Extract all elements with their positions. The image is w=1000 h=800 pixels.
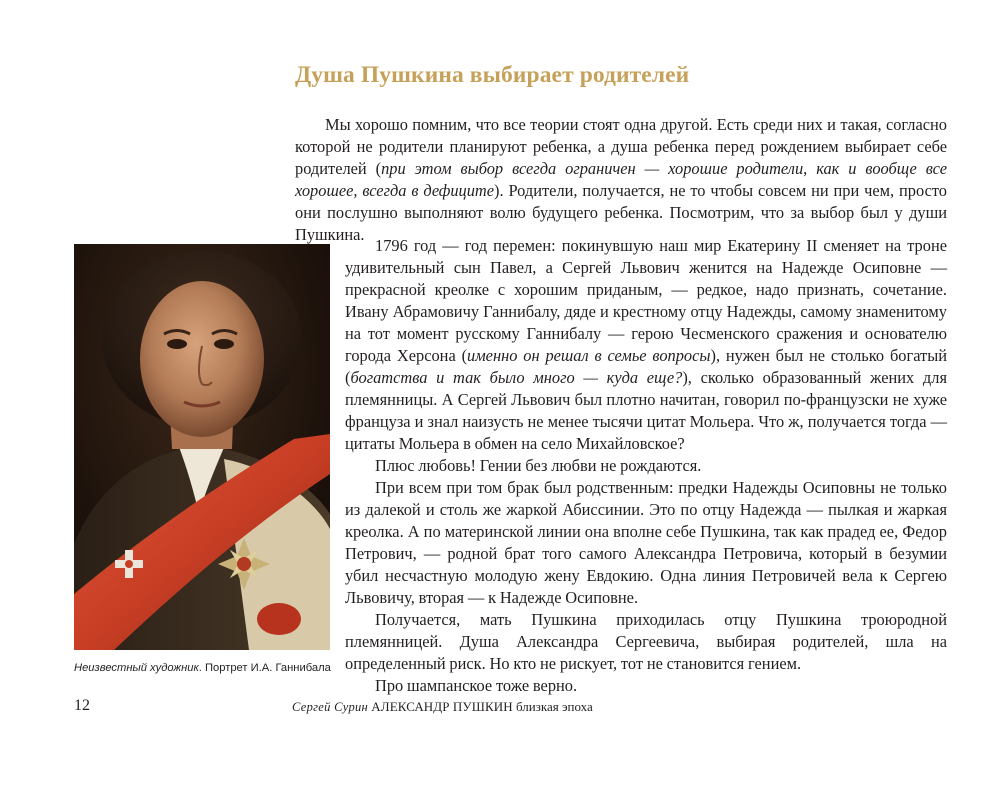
text-run: Получается, мать Пушкина приходилась отцу Пушкина троюродной племянницей. Душа Александра Сергеевича, выбирая родителей, шла на определенный риск. Но кто не рискует, тот не становится гением. [345, 610, 947, 673]
book-title: АЛЕКСАНДР ПУШКИН [371, 699, 513, 714]
italic-text-run: при этом выбор всегда ограничен — хорошие родители, как и вообще все хорошее, всегда в дефиците [295, 159, 947, 200]
paragraph-champagne [345, 675, 947, 697]
book-subtitle: близкая эпоха [515, 699, 593, 714]
text-run: ). Родители, получается, не то чтобы совсем ни при чем, просто они послушно выполняют волю будущего ребенка. Посмотрим, что за выбор был у души Пушкина. [295, 181, 947, 244]
text-run: Мы хорошо помним, что все теории стоят одна другой. Есть среди них и такая, согласно которой не родители планируют ребенка, а душа ребенка перед рождением выбирает себе родителей ( [295, 115, 947, 178]
page-title: Душа Пушкина выбирает родителей [295, 62, 690, 88]
caption-text: . Портрет И.А. Ганнибала [198, 662, 331, 674]
text-run: Про шампанское тоже верно. [375, 676, 578, 695]
portrait-painting [74, 244, 330, 650]
italic-text-run: именно он решал в семье вопросы [467, 346, 711, 365]
page-number: 12 [74, 697, 90, 714]
paragraph-love [345, 455, 947, 477]
text-run: ), сколько образованный жених для племянницы. А Сергей Львович был плотно начитан, говорил по-французски не хуже француза и знал наизусть не менее тысячи цитат Мольера. Что ж, получается тогда — цитаты Мольера в обмен на село Михайловское? [345, 368, 947, 453]
portrait-caption [74, 662, 354, 674]
running-footer [292, 699, 593, 715]
text-run: 1796 год — год перемен: покинувшую наш мир Екатерину II сменяет на троне удивительный сын Павел, а Сергей Львович женится на Надежде Осиповне — прекрасной креолке с хорошим приданым, — редкое, надо признать, сочетание. Ивану Абрамовичу Ганнибалу, дяде и крестному отцу Надежды, самому знаменитому на тот момент русскому Ганнибалу — герою Чесменского сражения и основателю города Херсона ( [345, 236, 947, 365]
paragraph-intro [295, 114, 947, 246]
text-run: При всем при том брак был родственным: предки Надежды Осиповны не только из далекой и столь же жаркой Абиссинии. Это по отцу Надежда — пылкая и жаркая креолка. А по материнской линии она вполне себе Пушкина, так как прадед ее, Федор Петрович, — родной брат того самого Александра Петровича, который в безумии убил несчастную молодую жену Евдокию. Одна линия Петровичей вела к Сергею Львовичу, вторая — к Надежде Осиповне. [345, 478, 947, 607]
paragraph-1796 [345, 235, 947, 455]
paragraph-marriage [345, 477, 947, 609]
caption-artist: Неизвестный художник [74, 662, 199, 674]
text-column [345, 235, 947, 697]
italic-text-run: богатства и так было много — куда еще? [350, 368, 683, 387]
paragraph-result [345, 609, 947, 675]
text-run: Плюс любовь! Гении без любви не рождаются. [375, 456, 702, 475]
author-signature: Сергей Сурин [292, 700, 369, 714]
text-run: ), нужен был не столько богатый ( [345, 346, 948, 387]
portrait-image [74, 244, 330, 650]
